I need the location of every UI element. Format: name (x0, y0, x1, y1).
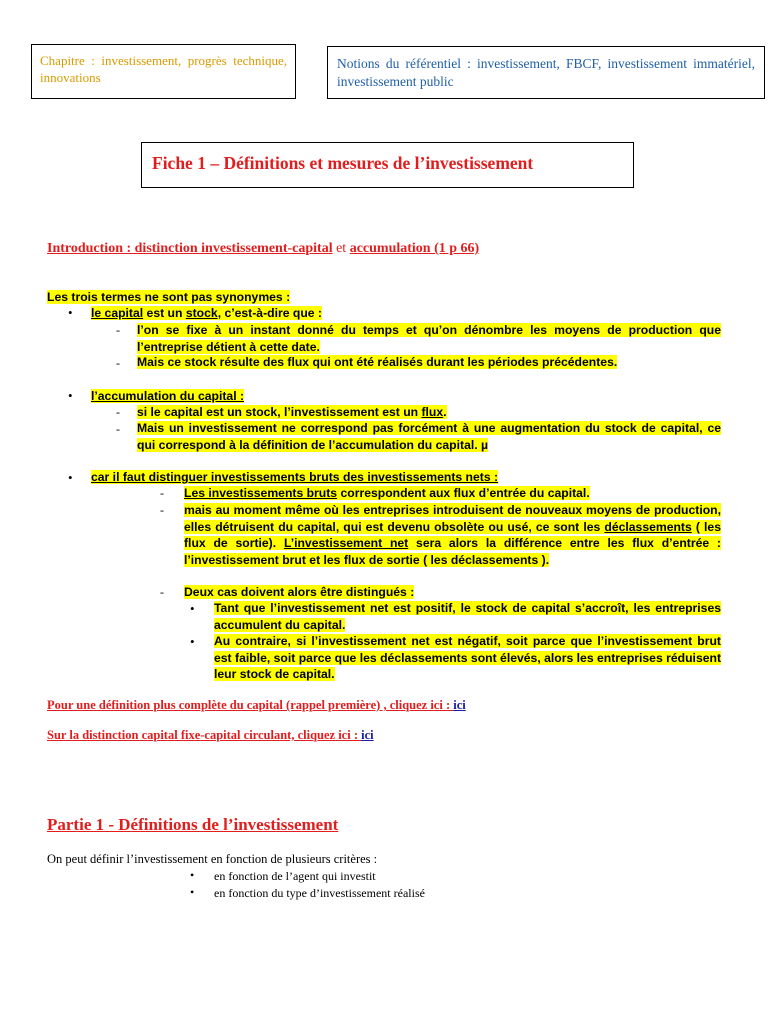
intro-heading (47, 241, 479, 257)
page-title: Fiche 1 – Définitions et mesures de l’investissement (152, 153, 534, 173)
bullet-icon: • (190, 634, 195, 649)
title-box (141, 142, 634, 188)
intro-heading-part1: Introduction : distinction investissement-capital (47, 241, 333, 256)
bruts-label: car il faut distinguer investissements bruts des investissements nets : (91, 470, 499, 484)
dash-icon: - (116, 422, 120, 436)
bruts-d3: Deux cas doivent alors être distingués : (184, 585, 415, 599)
link-line-1: Pour une définition plus complète du capital (rappel première) , cliquez ici : ici (47, 698, 466, 712)
dash-icon: - (116, 323, 120, 337)
partie1-intro: On peut définir l’investissement en fonction de plusieurs critères : (47, 852, 378, 866)
capital-stock: stock (185, 306, 218, 320)
bullet-icon: • (190, 601, 195, 616)
synonymes-text: Les trois termes ne sont pas synonymes : (47, 290, 291, 304)
capital-label: le capital (91, 306, 144, 320)
intro-heading-part3: accumulation (1 p 66) (349, 241, 480, 256)
bruts-d2: mais au moment même où les entreprises introduisent de nouveaux moyens de production, elles détruisent du capital, qui est devenu obsolète ou usé, ce sont les déclassements ( les flux de sortie). L’investissement net sera alors la différence entre les flux d’entrée : l’investissement brut et les flux de sortie ( les déclassements ). (184, 503, 721, 567)
capital-d1: l’on se fixe à un instant donné du temps et qu’on dénombre les moyens de production que l’entreprise détient à cette date. (137, 323, 721, 354)
synonymes-line (47, 289, 290, 306)
bruts-s2: Au contraire, si l’investissement net est négatif, soit parce que l’investissement brut est faible, soit parce que les déclassements sont élevés, alors les entreprises réduisent leur stock de capital. (214, 634, 721, 681)
partie1-bullet-2: en fonction du type d’investissement réalisé (214, 886, 425, 900)
intro-heading-part2: et (332, 241, 350, 256)
link-line-2: Sur la distinction capital fixe-capital circulant, cliquez ici : ici (47, 728, 374, 742)
capital-mid: est un (143, 306, 186, 320)
bullet-icon: • (190, 885, 195, 899)
notions-text: Notions du référentiel : investissement, FBCF, investissement immatériel, investissement public (337, 56, 755, 89)
bullet-icon: • (68, 388, 73, 403)
bullet-icon: • (68, 305, 73, 320)
partie1-bullet-1: en fonction de l’agent qui investit (214, 869, 376, 883)
accumulation-d2: Mais un investissement ne correspond pas forcément à une augmentation du stock de capital, ce qui correspond à la définition de l’accumulation du capital. µ (137, 421, 721, 452)
dash-icon: - (160, 585, 164, 599)
capital-item (91, 305, 322, 322)
bruts-d1: Les investissements bruts correspondent aux flux d’entrée du capital. (184, 486, 590, 500)
dash-icon: - (160, 503, 164, 517)
dash-icon: - (116, 356, 120, 370)
bullet-icon: • (68, 470, 73, 485)
capital-fixe-link[interactable]: ici (361, 728, 374, 742)
chapter-box (31, 44, 296, 99)
accumulation-d1: si le capital est un stock, l’investissement est un flux. (137, 405, 447, 419)
bruts-s1: Tant que l’investissement net est positif, le stock de capital s’accroît, les entreprises accumulent du capital. (214, 601, 721, 632)
capital-rest: , c’est-à-dire que : (217, 306, 322, 320)
bullet-icon: • (190, 868, 195, 882)
accumulation-label: l’accumulation du capital : (91, 389, 245, 403)
bruts-item (91, 469, 498, 486)
accumulation-item (91, 388, 244, 405)
dash-icon: - (116, 405, 120, 419)
chapter-text: Chapitre : investissement, progrès technique, innovations (40, 53, 287, 85)
capital-definition-link[interactable]: ici (453, 698, 466, 712)
notions-box (327, 46, 765, 99)
partie1-heading: Partie 1 - Définitions de l’investissement (47, 815, 339, 834)
dash-icon: - (160, 486, 164, 500)
capital-d2: Mais ce stock résulte des flux qui ont été réalisés durant les périodes précédentes. (137, 355, 618, 369)
